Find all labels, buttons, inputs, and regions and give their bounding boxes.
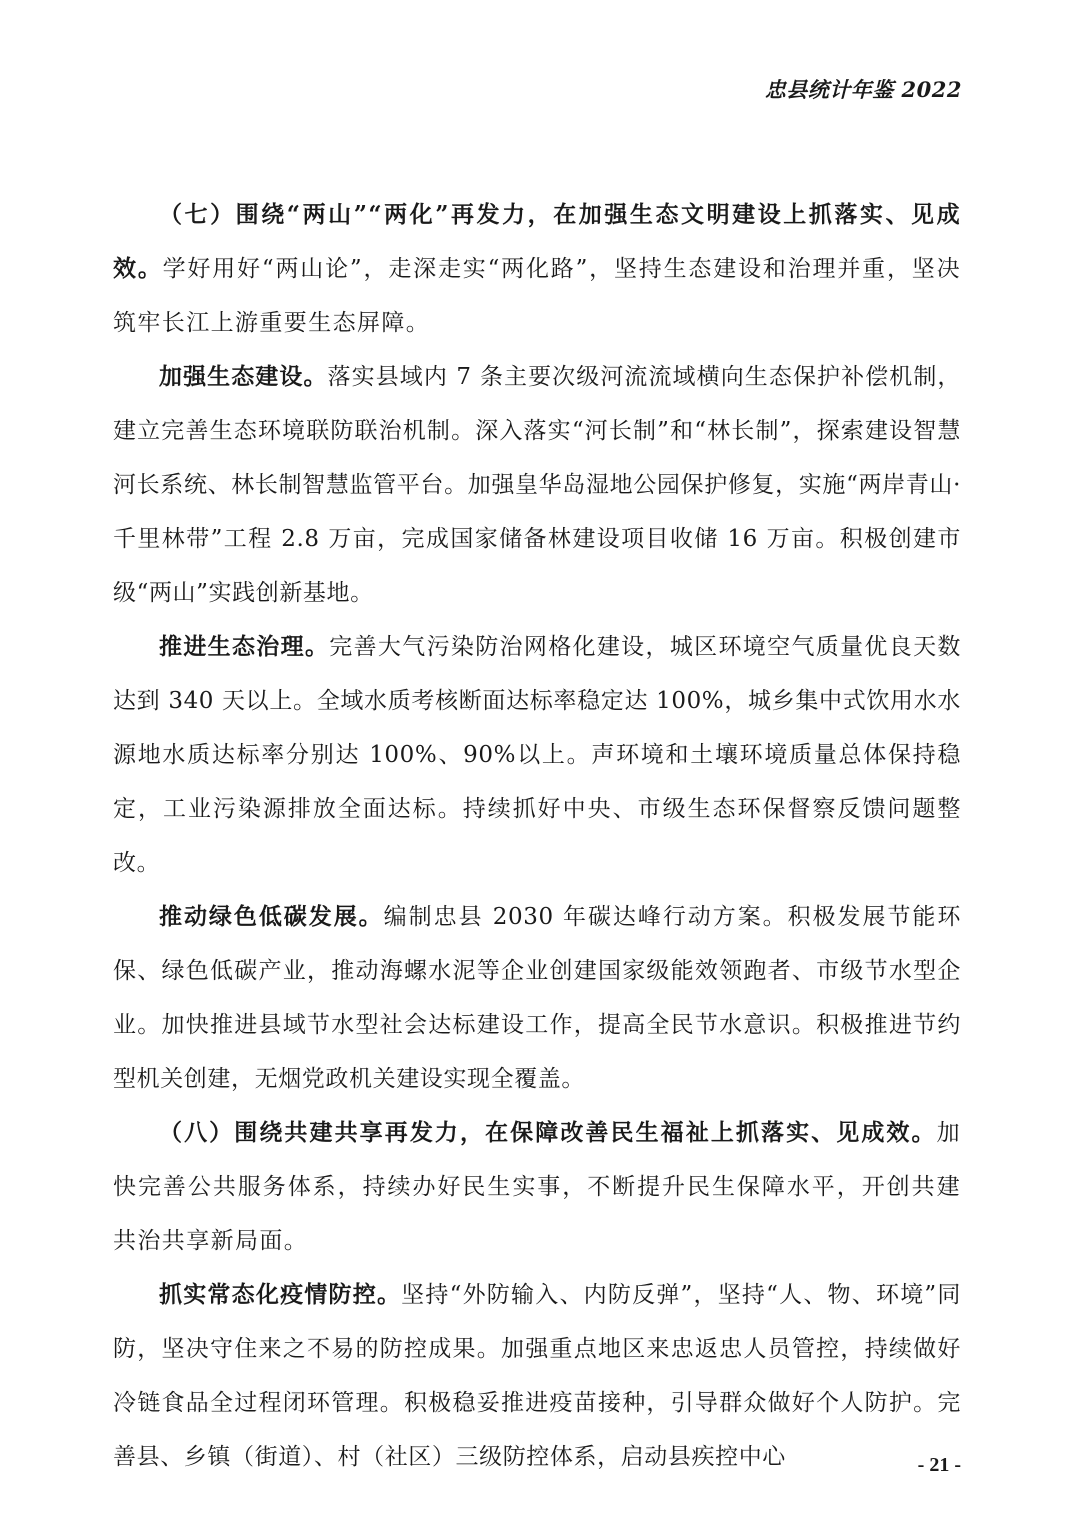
document-body [113, 188, 961, 1484]
section-heading: （七）围绕“两山”“两化”再发力，在加强生态文明建设上抓落实、见成效。 [113, 201, 961, 282]
paragraph-section-8 [113, 1106, 961, 1268]
paragraph-text: 完善大气污染防治网格化建设，城区环境空气质量优良天数达到 340 天以上。全域水质考核断面达标率稳定达 100%，城乡集中式饮用水水源地水质达标率分别达 100%、90%以上。声环境和土壤环境质量总体保持稳定，工业污染源排放全面达标。持续抓好中央、市级生态环保督察反馈问题整改。 [113, 634, 961, 876]
paragraph-text: 学好用好“两山论”，走深走实“两化路”，坚持生态建设和治理并重，坚决筑牢长江上游重要生态屏障。 [113, 256, 961, 336]
paragraph-lead: 推进生态治理。 [159, 633, 330, 660]
section-heading: （八）围绕共建共享再发力，在保障改善民生福祉上抓落实、见成效。 [159, 1119, 937, 1146]
paragraph-text: 坚持“外防输入、内防反弹”，坚持“人、物、环境”同防，坚决守住来之不易的防控成果。加强重点地区来忠返忠人员管控，持续做好冷链食品全过程闭环管理。积极稳妥推进疫苗接种，引导群众做好个人防护。完善县、乡镇（街道）、村（社区）三级防控体系，启动县疾控中心 [113, 1282, 961, 1470]
running-header: 忠县统计年鉴 2022 [764, 77, 962, 102]
paragraph-lead: 加强生态建设。 [159, 363, 328, 390]
paragraph-epidemic-control [113, 1268, 961, 1484]
paragraph-text: 编制忠县 2030 年碳达峰行动方案。积极发展节能环保、绿色低碳产业，推动海螺水泥等企业创建国家级能效领跑者、市级节水型企业。加快推进县域节水型社会达标建设工作，提高全民节水意识。积极推进节约型机关创建，无烟党政机关建设实现全覆盖。 [113, 904, 961, 1092]
paragraph-ecology-governance [113, 620, 961, 890]
paragraph-ecology-construction [113, 350, 961, 620]
paragraph-text: 落实县域内 7 条主要次级河流流域横向生态保护补偿机制，建立完善生态环境联防联治机制。深入落实“河长制”和“林长制”，探索建设智慧河长系统、林长制智慧监管平台。加强皇华岛湿地公园保护修复，实施“两岸青山·千里林带”工程 2.8 万亩，完成国家储备林建设项目收储 16 万亩。积极创建市级“两山”实践创新基地。 [113, 364, 961, 606]
paragraph-green-development [113, 890, 961, 1106]
paragraph-section-7 [113, 188, 961, 350]
paragraph-lead: 推动绿色低碳发展。 [159, 903, 384, 930]
paragraph-lead: 抓实常态化疫情防控。 [159, 1281, 402, 1308]
page-number: - 21 - [917, 1454, 961, 1476]
paragraph-text: 加快完善公共服务体系，持续办好民生实事，不断提升民生保障水平，开创共建共治共享新局面。 [113, 1120, 961, 1254]
